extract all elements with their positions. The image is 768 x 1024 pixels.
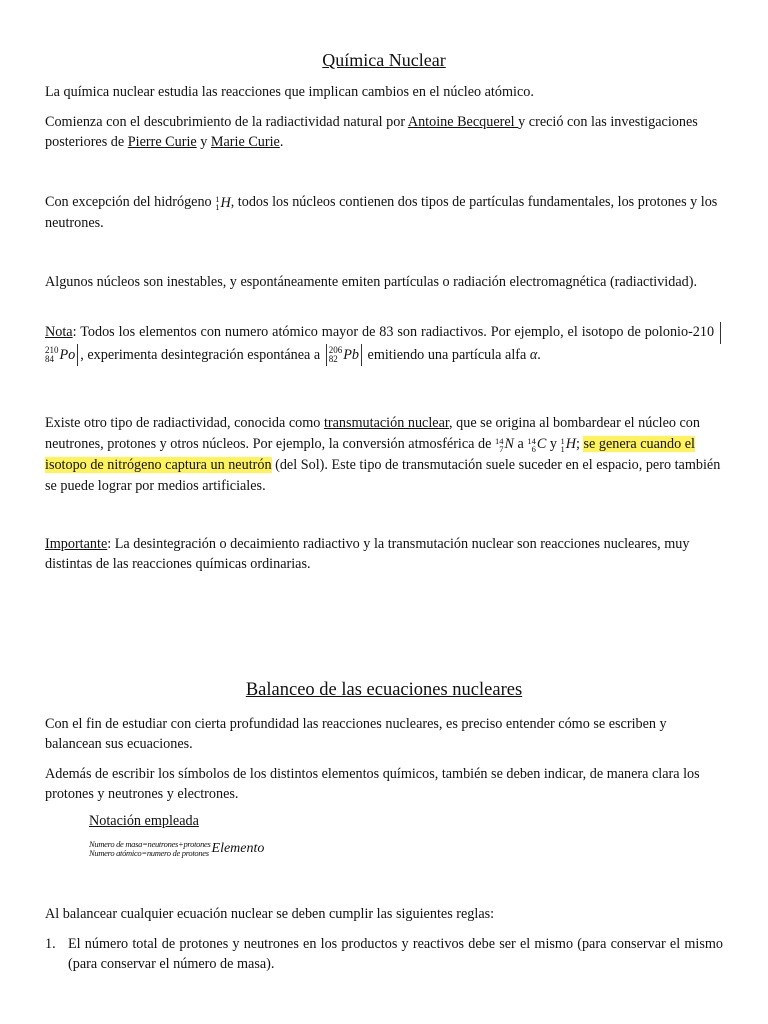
transmutacion-nuclear-term: transmutación nuclear	[323, 415, 450, 431]
notation-label: Notación empleada	[89, 813, 199, 829]
list-number: 1.	[45, 936, 56, 952]
hydrogen-nuclide: 1 1 H	[215, 193, 231, 212]
carbon-nuclide: 14 6 C	[527, 435, 547, 454]
paragraph-reglas: Al balancear cualquier ecuación nuclear se deben cumplir las siguientes reglas:	[45, 906, 495, 922]
polonio-nuclide: 210 84 Po	[45, 345, 76, 365]
paragraph-hydrogen: Con excepción del hidrógeno 1 1 H , todos los núcleos contienen dos tipos de partículas fundamentales, los protones y los neutrones.	[45, 193, 718, 231]
link-antoine-becquerel[interactable]: Antoine Becquerel	[407, 114, 519, 130]
highlighted-text: se genera cuando el isotopo de nitrógeno captura un neutrón	[45, 436, 695, 474]
paragraph-nota: Nota: Todos los elementos con numero atómico mayor de 83 son radiactivos. Por ejemplo, el isotopo de polonio-210 210 84 Po , experimenta desintegración espontánea a 206 82 Pb emitiendo una partícula alfa α.	[45, 321, 723, 366]
section-title-balanceo: Balanceo de las ecuaciones nucleares	[245, 680, 523, 700]
paragraph-unstable: Algunos núcleos son inestables, y espontáneamente emiten partículas o radiación electromagnética (radiactividad).	[45, 274, 697, 290]
paragraph-importante: Importante: La desintegración o decaimiento radiactivo y la transmutación nuclear son reacciones nucleares, muy distintas de las reacciones químicas ordinarias.	[45, 536, 690, 572]
rule-1-text: El número total de protones y neutrones en los productos y reactivos debe ser el mismo (para conservar el mismo (para conservar el número de masa).	[68, 936, 723, 972]
hydrogen-nuclide-2: 1 1 H	[560, 435, 576, 454]
paragraph-transmutation: Existe otro tipo de radiactividad, conocida como transmutación nuclear, que se origina al bombardear el núcleo con neutrones, protones y otros núcleos. Por ejemplo, la conversión atmosférica de 14 7 N a 14 6 C y 1 1 H ; se genera cuando el isotopo de nitrógeno captura un neutrón (del Sol). Este tipo de transmutación suele suceder en el espacio, pero también se puede lograr por medios artificiales.	[45, 415, 721, 495]
notation-mass-number: Numero de masa=neutrones+protones	[89, 839, 211, 849]
importante-label: Importante	[45, 536, 108, 552]
notation-formula	[89, 840, 264, 858]
notation-atomic-number: Numero atómico=numero de protones	[89, 848, 209, 858]
list-item-rule-1	[45, 934, 723, 974]
nitrogen-nuclide: 14 7 N	[494, 435, 514, 454]
paragraph-balanceo-intro: Con el fin de estudiar con cierta profundidad las reacciones nucleares, es preciso entender cómo se escriben y balancean sus ecuaciones.	[45, 716, 667, 752]
alpha-symbol: α	[529, 346, 538, 363]
notation-element: Elemento	[211, 841, 265, 856]
page-title: Química Nuclear	[322, 50, 446, 70]
paragraph-history: Comienza con el descubrimiento de la radiactividad natural por Antoine Becquerel y creció con las investigaciones posteriores de Pierre Curie y Marie Curie.	[45, 114, 698, 150]
paragraph-intro: La química nuclear estudia las reacciones que implican cambios en el núcleo atómico.	[45, 84, 534, 100]
plomo-nuclide: 206 82 Pb	[328, 345, 359, 365]
link-marie-curie[interactable]: Marie Curie	[210, 134, 280, 150]
paragraph-simbolos: Además de escribir los símbolos de los distintos elementos químicos, también se deben indicar, de manera clara los protones y neutrones y electrones.	[45, 766, 700, 802]
link-pierre-curie[interactable]: Pierre Curie	[127, 134, 197, 150]
nota-label: Nota	[45, 324, 73, 340]
